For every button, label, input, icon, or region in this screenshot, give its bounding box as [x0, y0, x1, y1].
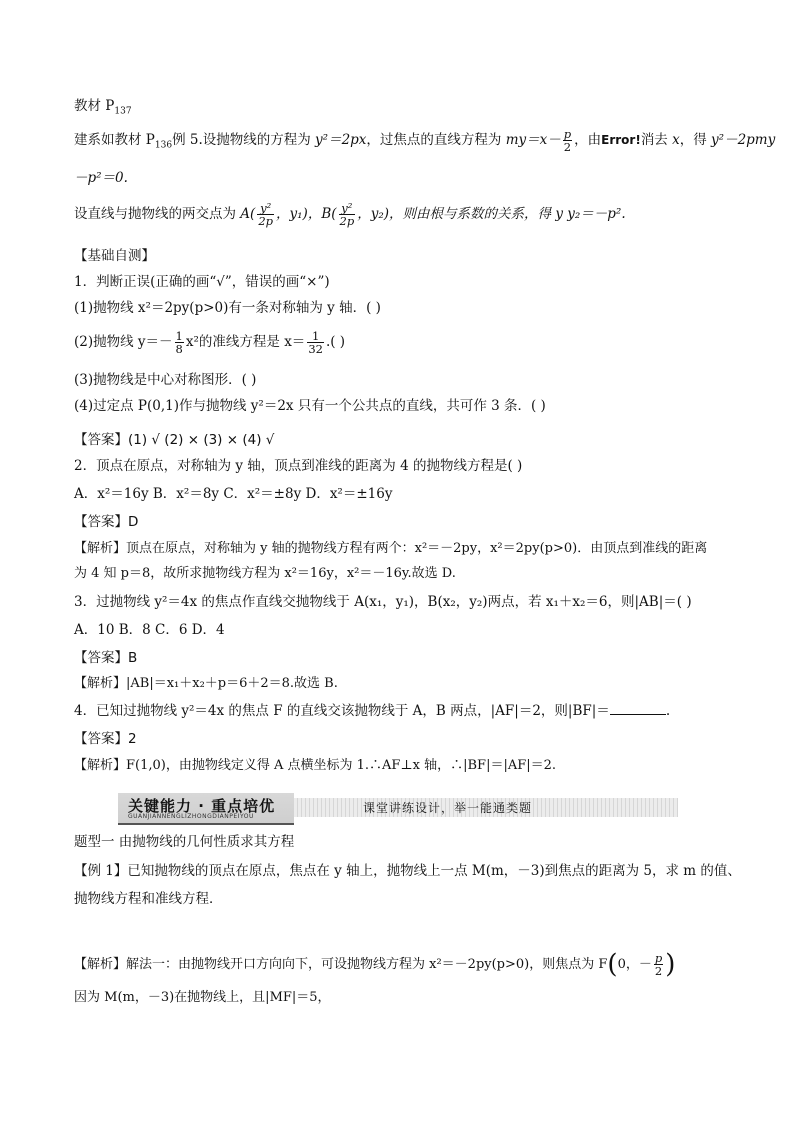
section-basic-heading: 【基础自测】: [74, 248, 155, 264]
intro-line-1: 建系如教材 $P_{136}$例 5.设抛物线的方程为 y²＝2px，过焦点的直线方程为 my＝x－ $\frac{p}{2}$ ，由Error!消去 x，得 y²－2pmy: [74, 127, 776, 154]
example1-line-1: 【例 1】已知抛物线的顶点在原点，焦点在 y 轴上，抛物线上一点 M(m，－3)到焦点的距离为 5，求 m 的值、: [74, 863, 741, 879]
q1-statement-2: (2)抛物线 y＝－ $\frac{1}{8}$ x²的准线方程是 x＝ $\frac{1}{32}$ .( ): [74, 329, 346, 356]
q2-stem: 2．顶点在原点，对称轴为 y 轴，顶点到准线的距离为 4 的抛物线方程是( ): [74, 458, 523, 474]
fraction-y2-over-2p-a: $\frac{\text{y²}}{2p}$: [258, 201, 274, 228]
fraction-p-over-2-b: $\frac{p}{2}$: [654, 951, 663, 978]
q1-statement-1: (1)抛物线 x²＝2py(p>0)有一条对称轴为 y 轴．( ): [74, 300, 381, 316]
q2-options: A．x²＝16y B．x²＝8y C．x²＝±8y D．x²＝±16y: [74, 486, 393, 502]
q2-analysis-1: 【解析】顶点在原点，对称轴为 y 轴的抛物线方程有两个：x²＝－2py，x²＝2py(p>0)．由顶点到准线的距离: [74, 541, 708, 556]
banner-subtitle: 课堂讲练设计，举一能通类题: [363, 801, 533, 815]
q4-analysis: 【解析】F(1,0)，由抛物线定义得 A 点横坐标为 1.∴AF⊥x 轴，∴|BF|＝|AF|＝2.: [74, 758, 557, 773]
fraction-1-over-8: $\frac{1}{8}$: [175, 329, 183, 356]
fraction-1-over-32: $\frac{1}{32}$: [308, 329, 323, 356]
q4-stem: 4．已知过抛物线 y²＝4x 的焦点 F 的直线交该抛物线于 A，B 两点，|AF|＝2，则|BF|＝ .: [74, 703, 671, 719]
q1-statement-3: (3)抛物线是中心对称图形．( ): [74, 372, 257, 388]
q3-stem: 3．过抛物线 y²＝4x 的焦点作直线交抛物线于 A(x₁，y₁)，B(x₂，y₂)两点，若 x₁＋x₂＝6，则|AB|＝( ): [74, 594, 692, 610]
q1-stem: 1．判断正误(正确的画“√”，错误的画“×”): [74, 274, 330, 290]
fraction-y2-over-2p-b: $\frac{\text{y²}}{2p}$: [339, 201, 355, 228]
example1-line-2: 抛物线方程和准线方程．: [74, 891, 223, 907]
q4-answer: 【答案】2: [74, 731, 137, 747]
q3-options: A．10 B．8 C．6 D．4: [74, 622, 225, 638]
q3-answer: 【答案】B: [74, 650, 138, 666]
intro-line-3: 设直线与抛物线的两交点为 A( $\frac{\text{y²}}{2p}$ ，y₁)，B( $\frac{\text{y²}}{2p}$ ，y₂)，则由根与系数的关系，得 y y₂＝－p².: [74, 201, 626, 228]
q1-answer: 【答案】(1) √ (2) × (3) × (4) √: [74, 432, 275, 448]
example1-solution-1: 【解析】解法一：由抛物线开口方向向下，可设抛物线方程为 x²＝－2py(p>0)，则焦点为 F(0，－ $\frac{p}{2}$ ): [74, 949, 676, 980]
q1-statement-4: (4)过定点 P(0,1)作与抛物线 y²＝2x 只有一个公共点的直线，共可作 3 条．( ): [74, 398, 546, 414]
textbook-ref: 教材 $P_{137}$: [74, 98, 132, 117]
section-banner: [118, 793, 678, 823]
example1-solution-2: 因为 M(m，－3)在抛物线上，且|MF|＝5，: [74, 990, 331, 1005]
fraction-p-over-2: $\frac{p}{2}$: [563, 127, 572, 154]
q3-analysis: 【解析】|AB|＝x₁＋x₂＋p＝6＋2＝8.故选 B.: [74, 676, 338, 691]
q2-analysis-2: 为 4 知 p＝8，故所求抛物线方程为 x²＝16y，x²＝－16y.故选 D.: [74, 566, 456, 581]
topic-heading: 题型一 由抛物线的几何性质求其方程: [74, 834, 295, 850]
banner-pinyin: GUANJIANNENGLIZHONGDIANPEIYOU: [128, 813, 254, 820]
answer-blank: [610, 702, 666, 715]
banner-title: 关键能力 · 重点培优: [128, 797, 276, 815]
q2-answer: 【答案】D: [74, 514, 139, 530]
intro-line-2: －p²＝0.: [74, 170, 128, 186]
